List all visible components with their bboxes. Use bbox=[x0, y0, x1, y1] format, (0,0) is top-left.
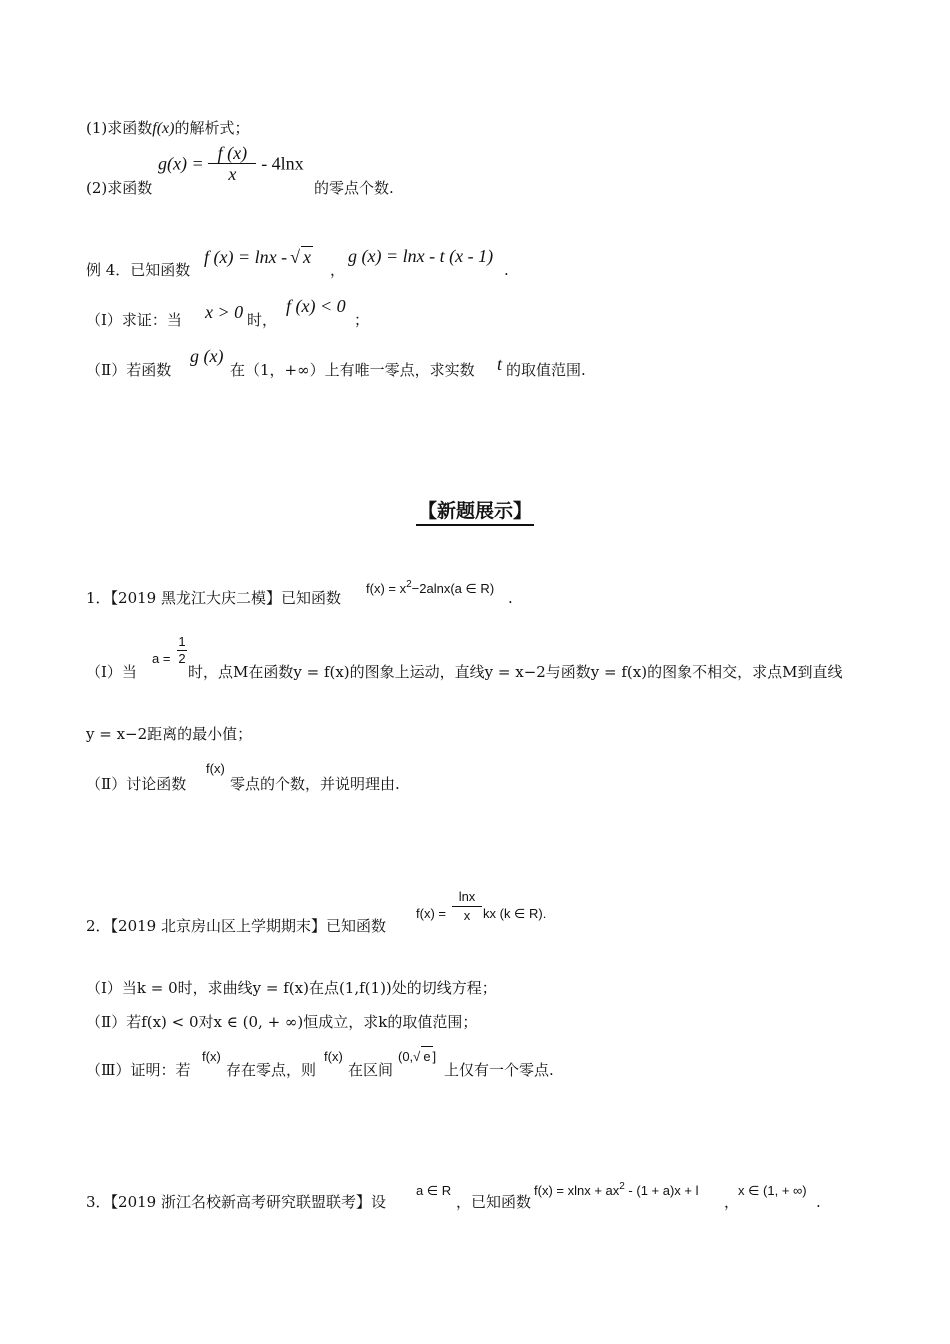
p3-head: 3．【2019 浙江名校新高考研究联盟联考】设 bbox=[86, 1193, 386, 1211]
fx-math: f(x) bbox=[152, 120, 175, 137]
ex4-f-def: f (x) = lnx - √ x bbox=[204, 247, 311, 267]
ex4-i-prefix: （Ⅰ）求证：当 bbox=[86, 311, 182, 329]
p1-period: . bbox=[508, 589, 513, 607]
p3-domain: x ∈ (1, + ∞) bbox=[738, 1183, 807, 1198]
ex4-i-end: ； bbox=[354, 311, 370, 329]
p3-mid: ，已知函数 bbox=[456, 1193, 532, 1211]
p2-iii-fx2: f(x) bbox=[324, 1049, 343, 1064]
ex4-g-def: g (x) = lnx - t (x - 1) bbox=[348, 246, 494, 266]
p3-formula: $f(x) = xlnx + ax^2 - (1 + a)x + l$ bbox=[534, 1181, 699, 1198]
p2-iii-interval: (0,√ e ] bbox=[398, 1046, 436, 1067]
q1-part1: (1)求函数f(x)的解析式； bbox=[86, 119, 250, 137]
q1-part2-formula: g(x) = $\frac{f (x)}{x}$ - 4lnx bbox=[158, 143, 304, 184]
p3-sep: ， bbox=[724, 1193, 740, 1211]
p1-i-text: 时，点M在函数y = f(x)的图象上运动，直线y = x−2与函数y = f(x)的图象不相交，求点M到直线 bbox=[188, 663, 843, 681]
p2-iii-mid1: 存在零点，则 bbox=[226, 1061, 317, 1079]
p2-i-text: （Ⅰ）当k = 0时，求曲线y = f(x)在点(1,f(1))处的切线方程； bbox=[86, 979, 497, 997]
ex4-ii-mid: 在（1，+∞）上有唯一零点，求实数 bbox=[230, 361, 475, 379]
p2-iii-prefix: （Ⅲ）证明：若 bbox=[86, 1061, 191, 1079]
ex4-i-mid: 时， bbox=[247, 311, 278, 329]
p2-iii-mid2: 在区间 bbox=[348, 1061, 394, 1079]
p1-i-a: a = bbox=[152, 651, 171, 666]
p1-i-prefix: （Ⅰ）当 bbox=[86, 663, 137, 681]
ex4-period: . bbox=[504, 261, 509, 279]
ex4-prefix: 例 4．已知函数 bbox=[86, 261, 191, 279]
q1-part2-suffix: 的零点个数. bbox=[314, 179, 394, 197]
q1-part2-label: (2)求函数 bbox=[86, 179, 153, 197]
ex4-i-ineq: f (x) < 0 bbox=[286, 296, 346, 316]
p1-ii-prefix: （Ⅱ）讨论函数 bbox=[86, 775, 187, 793]
p3-period: . bbox=[816, 1193, 821, 1211]
ex4-ii-t: t bbox=[497, 354, 503, 374]
ex4-i-cond: x > 0 bbox=[205, 302, 244, 322]
p1-i-line2: y = x−2距离的最小值； bbox=[86, 725, 253, 743]
p2-ii-text: （Ⅱ）若f(x) < 0对x ∈ (0, + ∞)恒成立，求k的取值范围； bbox=[86, 1013, 478, 1031]
ex4-ii-end: 的取值范围. bbox=[506, 361, 586, 379]
p1-ii-end: 零点的个数，并说明理由. bbox=[230, 775, 400, 793]
p2-f-lhs: f(x) = bbox=[416, 906, 446, 921]
ex4-ii-g: g (x) bbox=[190, 346, 224, 366]
p1-i-frac: 1 2 bbox=[178, 634, 186, 666]
p2-f-tail: kx (k ∈ R). bbox=[483, 906, 547, 921]
p2-frac: lnx x bbox=[452, 888, 482, 925]
p1-formula: $f(x) = x^2-2alnx(a$ ∈ R) bbox=[366, 579, 495, 596]
p3-a-in-r: a ∈ R bbox=[416, 1183, 452, 1198]
p2-head: 2．【2019 北京房山区上学期期末】已知函数 bbox=[86, 917, 386, 935]
section-title: 【新题展示】 bbox=[0, 496, 950, 523]
ex4-comma: ， bbox=[330, 261, 346, 279]
ex4-ii-prefix: （Ⅱ）若函数 bbox=[86, 361, 172, 379]
p2-iii-fx1: f(x) bbox=[202, 1049, 221, 1064]
p2-iii-end: 上仅有一个零点. bbox=[444, 1061, 554, 1079]
p1-ii-fx: f(x) bbox=[206, 761, 225, 776]
p1-head: 1．【2019 黑龙江大庆二模】已知函数 bbox=[86, 589, 341, 607]
fraction: $\frac{f (x)}{x}$ bbox=[208, 144, 256, 183]
